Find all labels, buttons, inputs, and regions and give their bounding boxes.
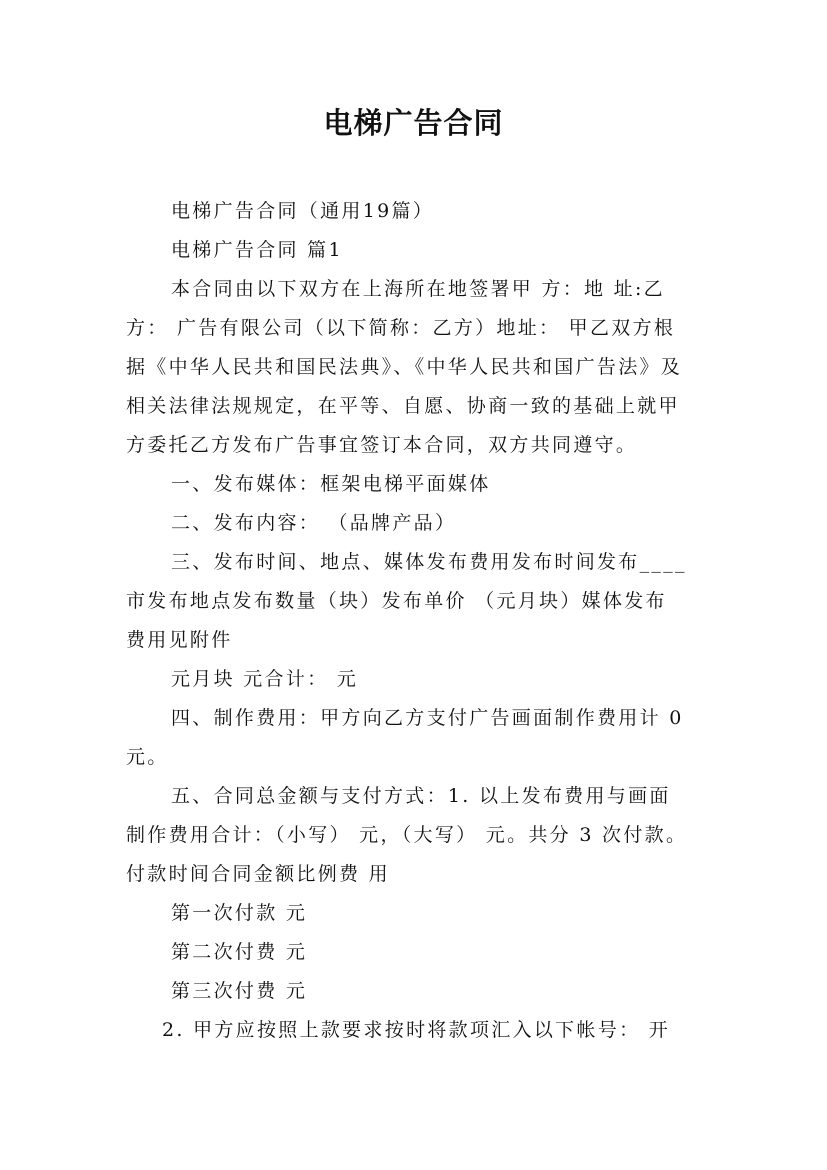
doc-line: 第三次付费 元 <box>171 980 308 1002</box>
doc-line: 四、制作费用：甲方向乙方支付广告画面制作费用计 0 <box>171 707 684 729</box>
doc-line: 市发布地点发布数量（块）发布单价 （元月块）媒体发布 <box>126 590 667 612</box>
doc-line: 本合同由以下双方在上海所在地签署甲 方：地 址:乙 <box>171 278 665 300</box>
doc-line: 第二次付费 元 <box>171 941 308 963</box>
doc-line: 电梯广告合同（通用19篇） <box>171 200 435 222</box>
doc-line: 元月块 元合计： 元 <box>171 668 359 690</box>
doc-line: 方委托乙方发布广告事宜签订本合同，双方共同遵守。 <box>126 434 638 456</box>
doc-line: 三、发布时间、地点、媒体发布费用发布时间发布____ <box>171 551 687 573</box>
doc-line: 元。 <box>126 746 169 768</box>
doc-line: 相关法律法规规定，在平等、自愿、协商一致的基础上就甲 <box>126 395 680 417</box>
doc-line: 2. 甲方应按照上款要求按时将款项汇入以下帐号： 开 <box>162 1019 671 1041</box>
doc-line: 第一次付款 元 <box>171 902 308 924</box>
doc-line: 五、合同总金额与支付方式：1. 以上发布费用与画面 <box>171 785 671 807</box>
doc-line: 二、发布内容： （品牌产品） <box>171 512 457 534</box>
doc-line: 据《中华人民共和国民法典》、《中华人民共和国广告法》及 <box>126 356 683 378</box>
doc-line: 一、发布媒体：框架电梯平面媒体 <box>171 473 491 495</box>
doc-line: 方： 广告有限公司（以下简称：乙方）地址： 甲乙双方根 <box>126 317 676 339</box>
doc-line: 付款时间合同金额比例费 用 <box>126 863 390 885</box>
doc-line: 费用见附件 <box>126 629 233 651</box>
document-title: 电梯广告合同 <box>323 106 504 140</box>
doc-line: 电梯广告合同 篇1 <box>171 239 343 261</box>
doc-line: 制作费用合计：（小写） 元，（大写） 元。共分 3 次付款。 <box>126 824 688 846</box>
